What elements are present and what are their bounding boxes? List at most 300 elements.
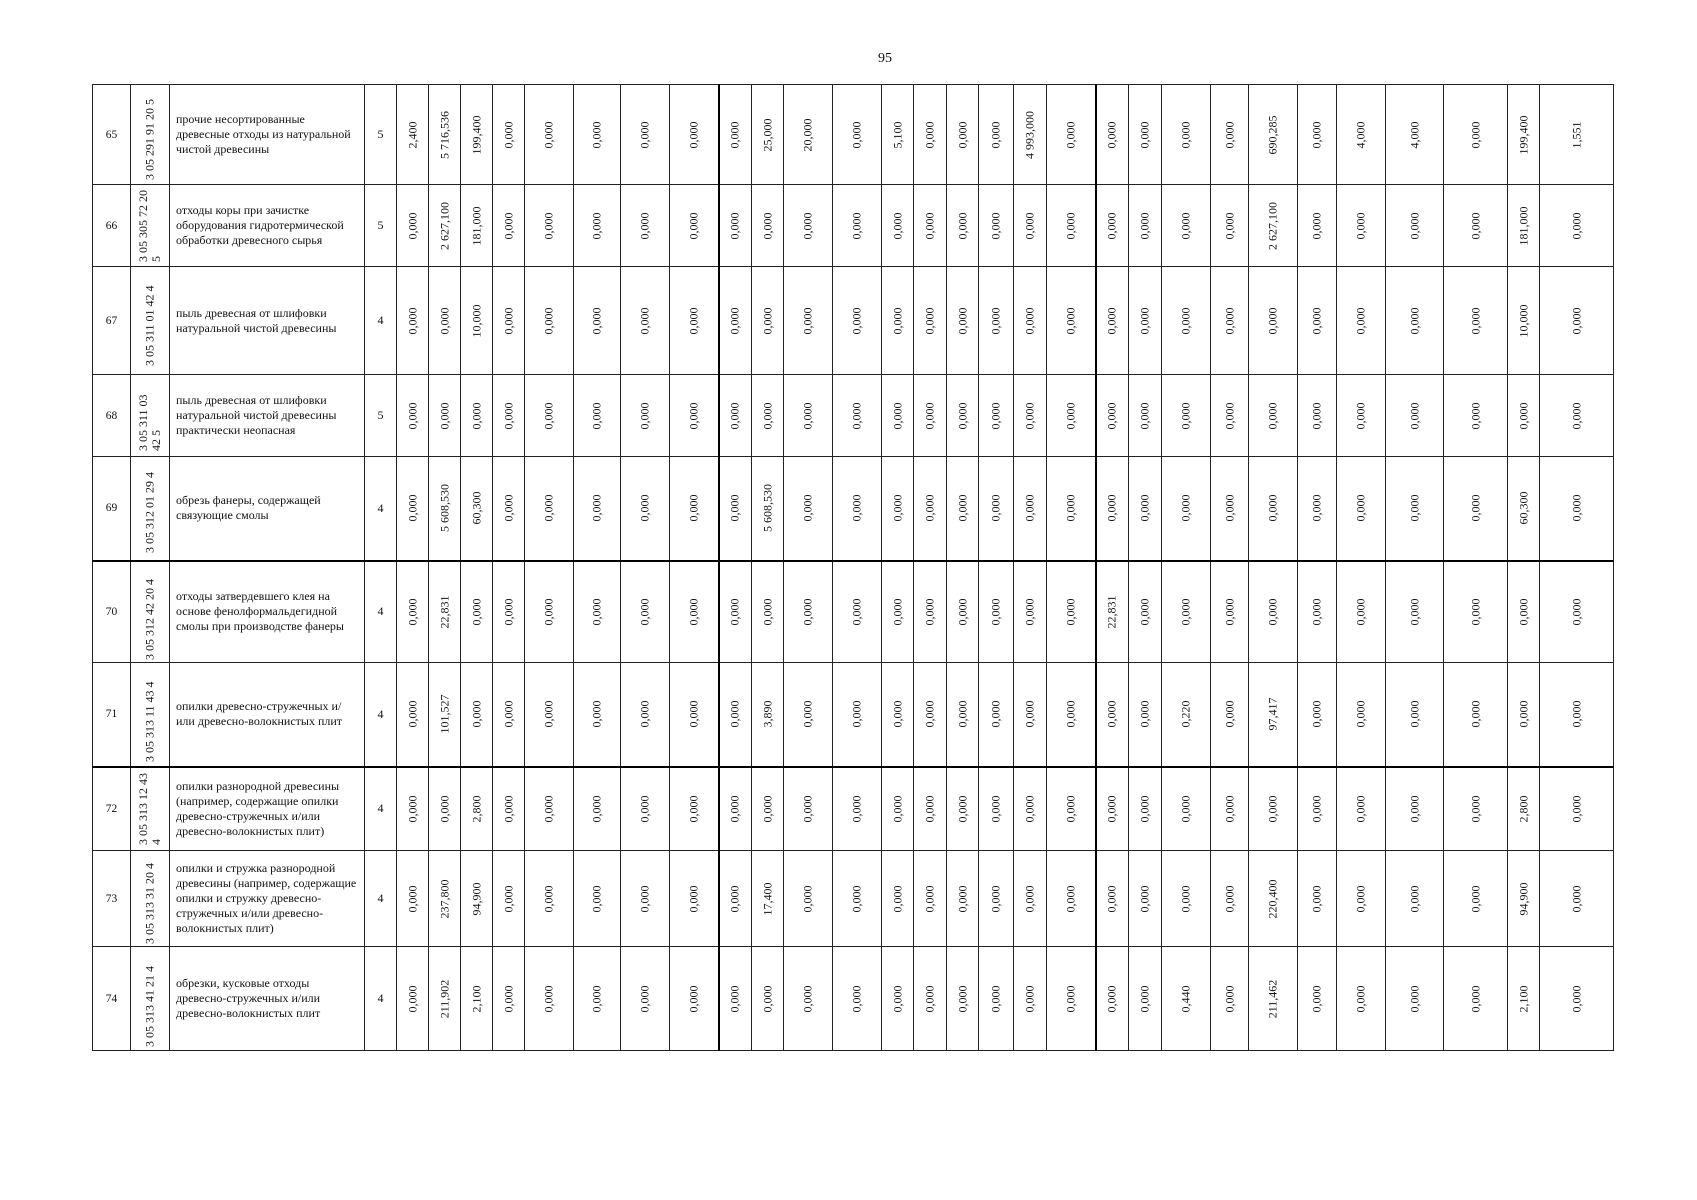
value-cell	[461, 185, 493, 267]
value-cell	[397, 851, 429, 947]
value-text: 0,000	[1468, 212, 1482, 239]
waste-code-cell	[131, 947, 170, 1051]
waste-code-cell	[131, 767, 170, 851]
value-text: 0,000	[1104, 700, 1119, 728]
value-cell	[574, 947, 621, 1051]
value-text: 0,000	[589, 402, 604, 429]
value-text: 0,000	[988, 598, 1003, 626]
row-number: 74	[93, 947, 131, 1051]
value-cell	[493, 561, 525, 663]
value-cell	[1508, 457, 1540, 561]
value-text: 0,000	[727, 402, 742, 429]
value-cell	[1540, 85, 1614, 185]
value-text: 0,000	[988, 212, 1003, 239]
value-text: 0,000	[686, 598, 701, 626]
value-text: 0,000	[637, 700, 652, 728]
value-cell	[1444, 767, 1508, 851]
value-text: 0,000	[501, 402, 515, 429]
value-text: 0,000	[437, 795, 451, 823]
value-cell	[979, 561, 1014, 663]
value-text: 0,000	[1104, 985, 1119, 1012]
value-cell	[1014, 457, 1047, 561]
value-cell	[1444, 375, 1508, 457]
value-cell	[719, 851, 752, 947]
value-cell	[670, 85, 719, 185]
value-cell	[574, 185, 621, 267]
value-text: 181,000	[469, 206, 483, 245]
value-cell	[429, 185, 461, 267]
value-cell	[574, 851, 621, 947]
value-cell	[1096, 185, 1129, 267]
value-text: 0,000	[637, 885, 652, 912]
value-text: 0,000	[1222, 700, 1236, 728]
table-row	[93, 267, 1614, 375]
value-cell	[784, 561, 833, 663]
value-text: 0,000	[800, 985, 815, 1012]
value-text: 0,000	[1022, 700, 1037, 728]
value-text: 0,000	[1104, 402, 1119, 429]
value-cell	[670, 561, 719, 663]
value-text: 0,000	[849, 121, 864, 148]
value-cell	[1047, 267, 1096, 375]
value-cell	[1386, 267, 1444, 375]
value-cell	[1508, 85, 1540, 185]
value-text: 0,000	[1222, 402, 1236, 429]
value-cell	[461, 561, 493, 663]
value-text: 0,000	[501, 307, 515, 334]
value-text: 0,000	[727, 307, 742, 334]
value-cell	[493, 947, 525, 1051]
value-text: 60,300	[1516, 491, 1530, 525]
value-cell	[397, 561, 429, 663]
value-cell	[1508, 663, 1540, 767]
value-text: 0,000	[686, 795, 701, 823]
value-text: 0,000	[955, 402, 969, 429]
hazard-class: 5	[365, 185, 397, 267]
value-text: 0,000	[637, 402, 652, 429]
value-text: 0,000	[988, 402, 1003, 429]
value-cell	[493, 185, 525, 267]
value-cell	[833, 947, 882, 1051]
value-cell	[833, 85, 882, 185]
value-cell	[621, 85, 670, 185]
value-text: 0,000	[1569, 885, 1583, 912]
value-cell	[1249, 947, 1298, 1051]
value-cell	[882, 85, 914, 185]
value-text: 0,000	[637, 212, 652, 239]
value-cell	[882, 375, 914, 457]
value-cell	[525, 375, 574, 457]
value-cell	[784, 375, 833, 457]
value-text: 0,000	[849, 494, 864, 522]
value-text: 0,000	[1407, 700, 1421, 728]
value-text: 0,000	[1063, 121, 1078, 148]
row-number: 71	[93, 663, 131, 767]
value-cell	[752, 267, 784, 375]
value-cell	[461, 851, 493, 947]
value-cell	[574, 267, 621, 375]
value-cell	[1014, 561, 1047, 663]
value-text: 199,400	[469, 115, 483, 154]
value-cell	[429, 561, 461, 663]
value-cell	[752, 561, 784, 663]
value-cell	[882, 185, 914, 267]
value-cell	[1444, 561, 1508, 663]
value-text: 97,417	[1265, 697, 1280, 731]
hazard-class: 5	[365, 85, 397, 185]
value-text: 0,000	[1137, 985, 1152, 1012]
value-cell	[882, 267, 914, 375]
value-text: 0,000	[1309, 212, 1324, 239]
value-text: 0,000	[760, 598, 774, 626]
value-text: 0,000	[727, 494, 742, 522]
value-cell	[1047, 767, 1096, 851]
value-cell	[947, 85, 979, 185]
value-cell	[1386, 851, 1444, 947]
value-text: 0,000	[760, 307, 774, 334]
value-cell	[493, 457, 525, 561]
value-text: 0,000	[405, 795, 419, 823]
value-text: 0,000	[1309, 121, 1324, 148]
value-cell	[1249, 457, 1298, 561]
value-cell	[1337, 947, 1386, 1051]
value-text: 0,000	[760, 985, 774, 1012]
value-text: 0,000	[922, 985, 937, 1012]
value-cell	[1162, 767, 1211, 851]
value-cell	[1298, 185, 1337, 267]
value-cell	[574, 663, 621, 767]
value-cell	[914, 561, 947, 663]
value-text: 199,400	[1516, 115, 1530, 154]
value-text: 2,100	[1516, 985, 1530, 1012]
value-cell	[574, 561, 621, 663]
value-cell	[1129, 185, 1162, 267]
value-text: 0,000	[589, 885, 604, 912]
value-text: 0,000	[437, 307, 451, 334]
value-cell	[429, 767, 461, 851]
value-cell	[397, 663, 429, 767]
value-cell	[1249, 267, 1298, 375]
value-cell	[1014, 375, 1047, 457]
value-cell	[833, 375, 882, 457]
value-cell	[621, 185, 670, 267]
value-cell	[752, 947, 784, 1051]
value-text: 5 608,530	[760, 484, 774, 533]
value-text: 0,000	[1407, 402, 1421, 429]
value-text: 0,000	[727, 985, 742, 1012]
value-cell	[621, 267, 670, 375]
value-cell	[574, 375, 621, 457]
value-text: 0,000	[760, 212, 774, 239]
value-cell	[621, 375, 670, 457]
value-text: 0,000	[637, 795, 652, 823]
value-cell	[1096, 767, 1129, 851]
value-cell	[493, 663, 525, 767]
value-cell	[621, 561, 670, 663]
value-text: 0,000	[1104, 795, 1119, 823]
value-text: 0,000	[1137, 212, 1152, 239]
value-cell	[670, 851, 719, 947]
value-text: 0,000	[686, 985, 701, 1012]
value-text: 0,000	[1353, 307, 1368, 334]
value-text: 0,000	[1265, 795, 1280, 823]
value-cell	[1129, 457, 1162, 561]
value-cell	[784, 267, 833, 375]
value-text: 0,000	[541, 885, 556, 912]
value-cell	[1386, 457, 1444, 561]
value-text: 0,000	[686, 307, 701, 334]
value-text: 0,000	[405, 307, 419, 334]
value-cell	[784, 663, 833, 767]
value-text: 0,000	[890, 307, 904, 334]
value-cell	[1298, 457, 1337, 561]
value-text: 17,400	[760, 882, 774, 915]
value-text: 0,000	[890, 985, 904, 1012]
value-text: 0,000	[589, 121, 604, 148]
value-cell	[525, 767, 574, 851]
value-text: 0,000	[1063, 307, 1078, 334]
waste-code: 3 05 313 41 21 4	[142, 965, 157, 1047]
hazard-class: 4	[365, 561, 397, 663]
value-cell	[1211, 185, 1249, 267]
value-cell	[1444, 947, 1508, 1051]
value-cell	[882, 663, 914, 767]
value-cell	[1014, 947, 1047, 1051]
value-cell	[461, 375, 493, 457]
value-cell	[1096, 561, 1129, 663]
waste-code: 3 05 313 31 20 4	[142, 862, 157, 944]
value-text: 10,000	[1516, 304, 1530, 337]
value-cell	[1540, 267, 1614, 375]
value-cell	[1211, 267, 1249, 375]
value-text: 94,900	[469, 882, 483, 915]
value-text: 0,000	[890, 494, 904, 522]
value-cell	[882, 947, 914, 1051]
value-text: 0,000	[1468, 598, 1482, 626]
value-cell	[670, 663, 719, 767]
value-text: 0,000	[541, 598, 556, 626]
value-cell	[1508, 185, 1540, 267]
value-cell	[1162, 267, 1211, 375]
waste-code: 3 05 312 01 29 4	[142, 472, 157, 554]
value-text: 0,000	[849, 402, 864, 429]
value-cell	[397, 185, 429, 267]
value-text: 0,000	[1353, 795, 1368, 823]
value-cell	[397, 375, 429, 457]
value-text: 0,000	[1137, 700, 1152, 728]
value-text: 0,000	[922, 212, 937, 239]
value-text: 0,000	[800, 795, 815, 823]
value-cell	[947, 561, 979, 663]
value-cell	[1096, 85, 1129, 185]
value-cell	[461, 947, 493, 1051]
value-text: 0,000	[637, 121, 652, 148]
waste-name: обрезки, кусковые отходы древесно-стружечных и/или древесно-волокнистых плит	[170, 947, 365, 1051]
value-cell	[525, 85, 574, 185]
value-text: 0,000	[1265, 598, 1280, 626]
value-cell	[1249, 185, 1298, 267]
value-text: 0,000	[1222, 494, 1236, 522]
value-text: 0,000	[1104, 885, 1119, 912]
value-cell	[947, 767, 979, 851]
value-text: 0,000	[541, 307, 556, 334]
hazard-class: 4	[365, 663, 397, 767]
value-cell	[752, 185, 784, 267]
value-cell	[621, 851, 670, 947]
value-text: 0,000	[988, 307, 1003, 334]
value-cell	[1129, 947, 1162, 1051]
value-text: 0,000	[1022, 598, 1037, 626]
value-text: 0,000	[1353, 885, 1368, 912]
value-text: 0,000	[405, 212, 419, 239]
value-cell	[914, 663, 947, 767]
value-cell	[1298, 85, 1337, 185]
value-text: 0,000	[1569, 212, 1583, 239]
value-text: 0,000	[501, 598, 515, 626]
value-text: 0,000	[1022, 494, 1037, 522]
value-cell	[1540, 561, 1614, 663]
value-cell	[574, 767, 621, 851]
value-text: 0,000	[988, 985, 1003, 1012]
value-cell	[979, 767, 1014, 851]
value-text: 0,000	[1569, 985, 1583, 1012]
value-cell	[1386, 767, 1444, 851]
value-cell	[1298, 375, 1337, 457]
value-text: 0,000	[1569, 598, 1583, 626]
value-text: 0,000	[1516, 598, 1530, 626]
value-text: 1,551	[1569, 121, 1583, 148]
value-text: 0,000	[1022, 212, 1037, 239]
value-cell	[1444, 85, 1508, 185]
value-text: 4 993,000	[1022, 110, 1037, 159]
value-text: 0,000	[501, 985, 515, 1012]
value-cell	[621, 457, 670, 561]
table-row	[93, 767, 1614, 851]
value-text: 0,000	[1468, 985, 1482, 1012]
table-row	[93, 457, 1614, 561]
value-cell	[719, 85, 752, 185]
waste-code-cell	[131, 457, 170, 561]
value-text: 0,000	[1063, 598, 1078, 626]
value-text: 0,000	[1353, 598, 1368, 626]
value-text: 22,831	[437, 595, 451, 629]
value-text: 0,000	[405, 985, 419, 1012]
waste-code: 3 05 305 72 20 5	[136, 189, 163, 262]
row-number: 73	[93, 851, 131, 947]
value-cell	[1211, 851, 1249, 947]
value-text: 0,000	[1178, 598, 1193, 626]
value-text: 0,000	[1265, 402, 1280, 429]
value-cell	[1386, 85, 1444, 185]
value-text: 0,000	[955, 121, 969, 148]
value-cell	[397, 947, 429, 1051]
page-number: 95	[878, 51, 892, 66]
value-text: 0,000	[727, 885, 742, 912]
value-cell	[1386, 185, 1444, 267]
value-cell	[1211, 375, 1249, 457]
value-text: 0,000	[405, 700, 419, 728]
value-cell	[1129, 267, 1162, 375]
waste-name: отходы коры при зачистке оборудования гидротермической обработки древесного сырья	[170, 185, 365, 267]
value-text: 0,000	[1468, 795, 1482, 823]
value-cell	[979, 947, 1014, 1051]
value-cell	[1162, 457, 1211, 561]
value-text: 0,000	[988, 885, 1003, 912]
value-text: 0,000	[1063, 402, 1078, 429]
value-cell	[1386, 947, 1444, 1051]
value-text: 0,000	[1104, 494, 1119, 522]
value-cell	[1337, 375, 1386, 457]
value-text: 22,831	[1104, 595, 1119, 629]
value-text: 0,000	[1569, 700, 1583, 728]
value-cell	[525, 185, 574, 267]
value-cell	[429, 947, 461, 1051]
value-text: 0,000	[800, 402, 815, 429]
row-number: 72	[93, 767, 131, 851]
value-text: 0,000	[849, 985, 864, 1012]
value-cell	[1249, 85, 1298, 185]
value-text: 0,000	[1468, 121, 1482, 148]
value-text: 0,000	[637, 307, 652, 334]
value-text: 0,000	[800, 494, 815, 522]
value-cell	[1162, 561, 1211, 663]
value-text: 0,000	[1353, 402, 1368, 429]
value-cell	[784, 85, 833, 185]
row-number: 68	[93, 375, 131, 457]
value-text: 0,000	[405, 494, 419, 522]
value-cell	[1129, 767, 1162, 851]
value-cell	[1096, 851, 1129, 947]
value-text: 0,000	[1265, 494, 1280, 522]
value-cell	[1047, 185, 1096, 267]
value-cell	[719, 375, 752, 457]
waste-name: пыль древесная от шлифовки натуральной чистой древесины	[170, 267, 365, 375]
value-cell	[670, 185, 719, 267]
value-text: 0,000	[1353, 212, 1368, 239]
value-cell	[914, 767, 947, 851]
value-text: 0,000	[501, 212, 515, 239]
value-cell	[719, 267, 752, 375]
value-text: 0,000	[686, 700, 701, 728]
waste-name: опилки и стружка разнородной древесины (например, содержащие опилки и стружку древесно-стружечных и/или древесно-волокнистых плит)	[170, 851, 365, 947]
value-text: 0,000	[955, 985, 969, 1012]
value-cell	[574, 85, 621, 185]
value-cell	[947, 375, 979, 457]
value-text: 0,000	[955, 885, 969, 912]
value-text: 0,000	[686, 402, 701, 429]
value-cell	[1337, 457, 1386, 561]
value-cell	[1508, 375, 1540, 457]
value-cell	[833, 561, 882, 663]
value-text: 0,000	[1407, 307, 1421, 334]
value-cell	[1337, 185, 1386, 267]
value-cell	[1014, 767, 1047, 851]
value-text: 5,100	[890, 121, 904, 148]
value-cell	[947, 185, 979, 267]
value-cell	[1096, 947, 1129, 1051]
value-text: 0,000	[1222, 307, 1236, 334]
value-text: 0,000	[1178, 494, 1193, 522]
row-number: 69	[93, 457, 131, 561]
value-text: 0,000	[1222, 212, 1236, 239]
value-text: 0,000	[1022, 985, 1037, 1012]
waste-code: 3 05 313 11 43 4	[142, 681, 157, 763]
value-text: 0,000	[890, 885, 904, 912]
value-text: 0,000	[922, 307, 937, 334]
value-cell	[979, 457, 1014, 561]
value-cell	[752, 375, 784, 457]
value-text: 0,000	[469, 700, 483, 728]
